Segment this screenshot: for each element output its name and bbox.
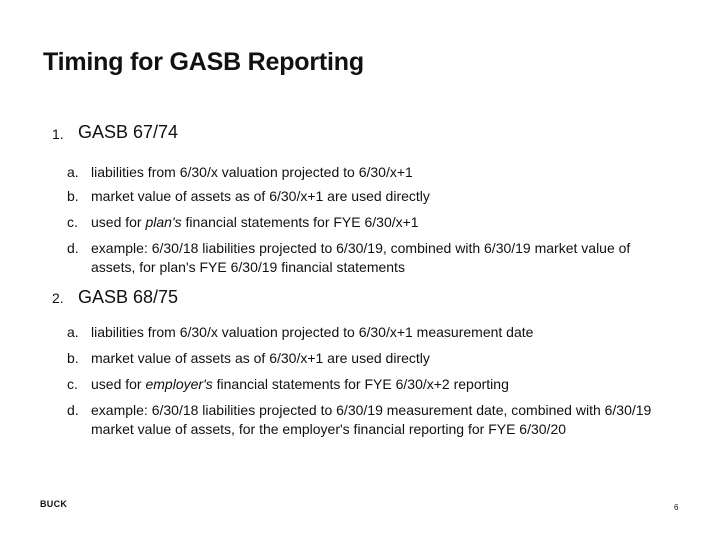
list-item-text <box>91 213 661 232</box>
list-item-letter: a. <box>67 324 79 340</box>
list-item-text: market value of assets as of 6/30/x+1 are used directly <box>91 350 430 366</box>
slide-title: Timing for GASB Reporting <box>43 48 364 76</box>
list-item-text-post: financial statements for FYE 6/30/x+1 <box>181 214 419 230</box>
list-item-text: market value of assets as of 6/30/x+1 are used directly <box>91 188 430 204</box>
list-item-letter: b. <box>67 350 79 366</box>
list-item-text: liabilities from 6/30/x valuation projected to 6/30/x+1 measurement date <box>91 324 534 340</box>
list-item-text <box>91 375 661 394</box>
list-item-letter: b. <box>67 188 79 204</box>
list-item-letter: d. <box>67 240 79 256</box>
company-logo: BUCK <box>40 499 68 509</box>
list-item-text: liabilities from 6/30/x valuation projected to 6/30/x+1 <box>91 164 413 180</box>
list-item-letter: c. <box>67 376 78 392</box>
list-item-text-emphasis: plan's <box>145 214 182 230</box>
list-item-letter: d. <box>67 402 79 418</box>
list-item-letter: c. <box>67 214 78 230</box>
list-item-text-pre: used for <box>91 214 146 230</box>
list-item-text-pre: used for <box>91 376 146 392</box>
section-number: 2. <box>52 290 64 306</box>
list-item-text: example: 6/30/18 liabilities projected to 6/30/19 measurement date, combined with 6/30/19 market value of assets, for the employer's financial reporting for FYE 6/30/20 <box>91 402 652 437</box>
section-heading: GASB 67/74 <box>78 122 179 142</box>
list-item-text-emphasis: employer's <box>145 376 213 392</box>
section-number: 1. <box>52 126 64 142</box>
list-item-text: example: 6/30/18 liabilities projected to 6/30/19, combined with 6/30/19 market value of assets, for plan's FYE 6/30/19 financial statements <box>91 240 631 275</box>
page-number: 6 <box>674 503 679 512</box>
list-item-text-post: financial statements for FYE 6/30/x+2 reporting <box>212 376 509 392</box>
list-item-letter: a. <box>67 164 79 180</box>
section-heading: GASB 68/75 <box>78 287 179 307</box>
